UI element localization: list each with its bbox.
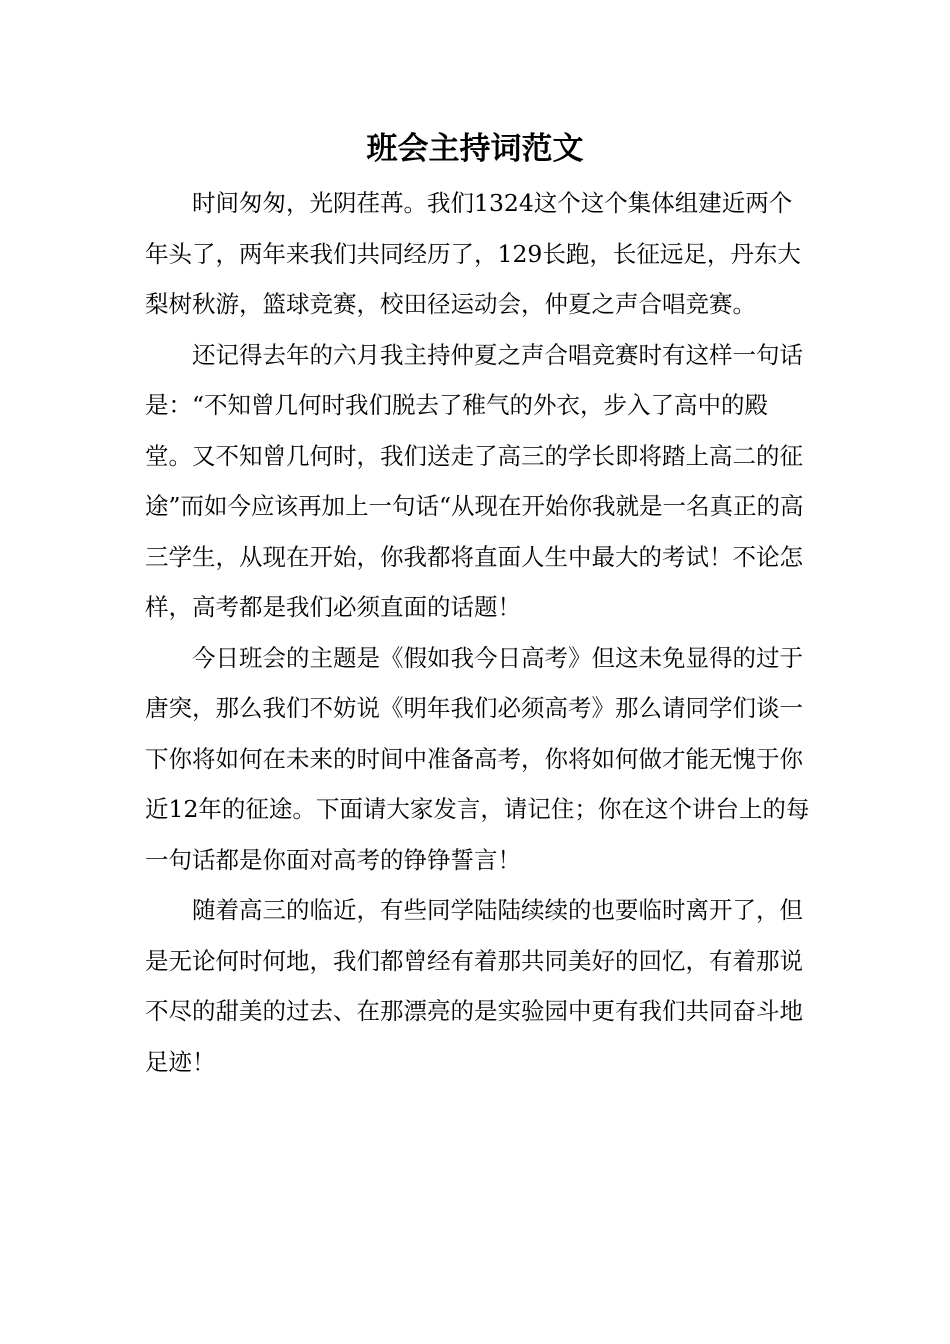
paragraph-2: 还记得去年的六月我主持仲夏之声合唱竞赛时有这样一句话是：“不知曾几何时我们脱去了稚气的外衣，步入了高中的殿堂。又不知曾几何时，我们送走了高三的学长即将踏上高二的征途”而如今应该再加上一句话“从现在开始你我就是一名真正的高三学生，从现在开始，你我都将直面人生中最大的考试！不论怎样，高考都是我们必须直面的话题！ bbox=[145, 340, 804, 621]
paragraph-1: 时间匆匆，光阴荏苒。我们1324这个这个集体组建近两个年头了，两年来我们共同经历了，129长跑，长征远足，丹东大梨树秋游，篮球竞赛，校田径运动会，仲夏之声合唱竞赛。 bbox=[145, 189, 801, 318]
document-title: 班会主持词范文 bbox=[366, 131, 584, 167]
paragraph-4: 随着高三的临近，有些同学陆陆续续的也要临时离开了，但是无论何时何地，我们都曾经有着那共同美好的回忆，有着那说不尽的甜美的过去、在那漂亮的是实验园中更有我们共同奋斗地足迹！ bbox=[145, 896, 803, 1076]
document-body bbox=[145, 178, 810, 1087]
paragraph-3: 今日班会的主题是《假如我今日高考》但这未免显得的过于唐突，那么我们不妨说《明年我们必须高考》那么请同学们谈一下你将如何在未来的时间中准备高考，你将如何做才能无愧于你近12年的征途。下面请大家发言，请记住；你在这个讲台上的每一句话都是你面对高考的铮铮誓言！ bbox=[145, 643, 810, 874]
